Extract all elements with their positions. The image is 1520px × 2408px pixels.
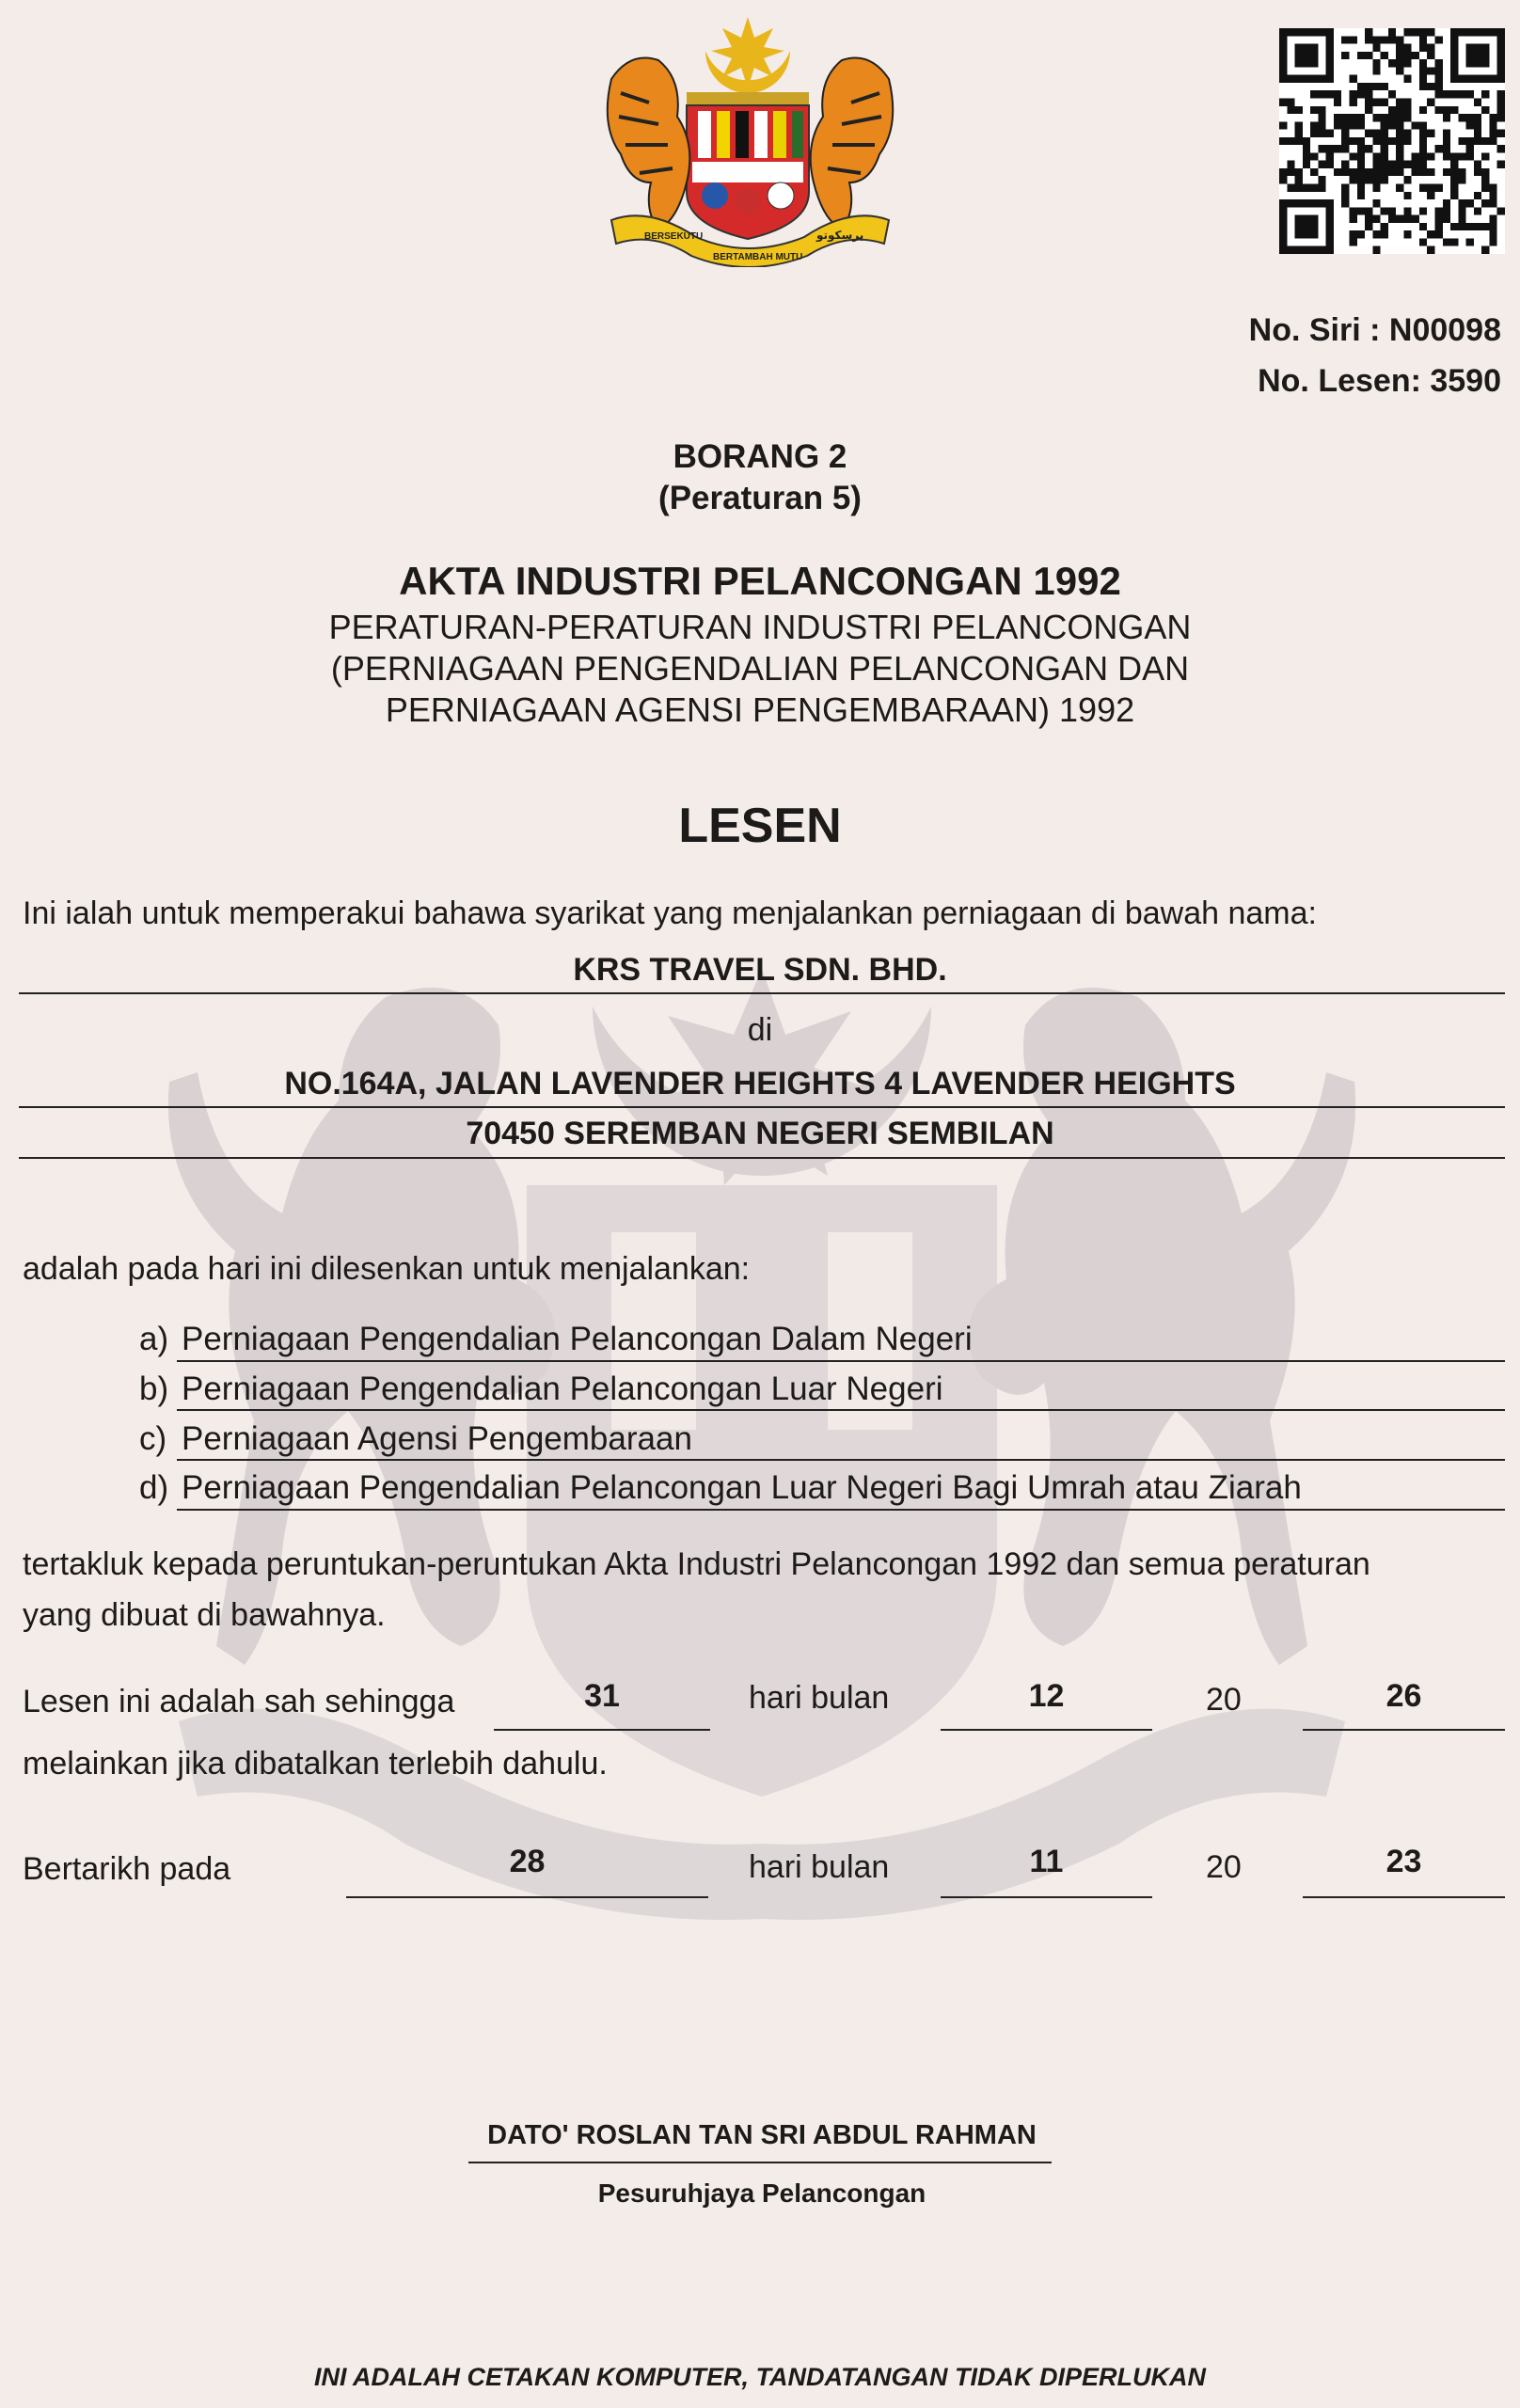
motto-left: BERSEKUTU xyxy=(644,231,704,242)
activity-underline-c xyxy=(177,1459,1505,1461)
serial-number: No. Siri : N00098 xyxy=(1248,312,1501,348)
activity-item-b-letter: b) xyxy=(139,1370,169,1407)
subject-clause-line-2: yang dibuat di bawahnya. xyxy=(23,1597,386,1633)
activity-item-d-letter: d) xyxy=(139,1469,169,1506)
signatory-title: Pesuruhjaya Pelancongan xyxy=(597,2178,926,2208)
validity-day: 31 xyxy=(584,1678,620,1714)
qr-code xyxy=(1279,28,1505,254)
dated-month-underline xyxy=(941,1896,1152,1898)
company-underline xyxy=(19,992,1505,994)
validity-month: 12 xyxy=(1028,1678,1065,1714)
validity-century: 20 xyxy=(1206,1682,1242,1718)
validity-hari-bulan: hari bulan xyxy=(749,1680,890,1716)
motto-right: برسکوتو xyxy=(816,229,864,242)
validity-year: 26 xyxy=(1385,1678,1422,1714)
act-title: AKTA INDUSTRI PELANCONGAN 1992 xyxy=(399,559,1121,603)
coat-of-arms-emblem xyxy=(593,13,908,267)
activity-item-b: Perniagaan Pengendalian Pelancongan Luar Negeri xyxy=(182,1370,943,1407)
dated-year-underline xyxy=(1303,1896,1505,1898)
activity-item-a-letter: a) xyxy=(139,1321,169,1357)
motto-center: BERTAMBAH MUTU xyxy=(713,252,803,262)
dated-hari-bulan: hari bulan xyxy=(749,1849,890,1885)
validity-label: Lesen ini adalah sah sehingga xyxy=(23,1684,455,1719)
validity-day-underline xyxy=(494,1729,710,1731)
location-connector: di xyxy=(747,1012,773,1048)
computer-generated-note: INI ADALAH CETAKAN KOMPUTER, TANDATANGAN TIDAK DIPERLUKAN xyxy=(314,2363,1206,2391)
regulation-reference: (Peraturan 5) xyxy=(658,480,862,516)
signatory-name: DATO' ROSLAN TAN SRI ABDUL RAHMAN xyxy=(487,2120,1037,2150)
activity-underline-b xyxy=(177,1409,1505,1411)
regulations-line-2: (PERNIAGAAN PENGENDALIAN PELANCONGAN DAN xyxy=(330,649,1190,688)
licensed-intro: adalah pada hari ini dilesenkan untuk menjalankan: xyxy=(23,1251,751,1287)
address-underline-2 xyxy=(19,1157,1505,1159)
address-underline-1 xyxy=(19,1106,1505,1108)
dated-month: 11 xyxy=(1029,1844,1064,1879)
subject-clause-line-1: tertakluk kepada peruntukan-peruntukan Akta Industri Pelancongan 1992 dan semua peraturan xyxy=(23,1546,1370,1582)
dated-day-underline xyxy=(346,1896,708,1898)
dated-label: Bertarikh pada xyxy=(23,1851,231,1887)
regulations-line-3: PERNIAGAAN AGENSI PENGEMBARAAN) 1992 xyxy=(385,690,1135,729)
dated-year: 23 xyxy=(1385,1844,1422,1879)
address-line-1: NO.164A, JALAN LAVENDER HEIGHTS 4 LAVENDER HEIGHTS xyxy=(284,1066,1236,1101)
certification-intro: Ini ialah untuk memperakui bahawa syarikat yang menjalankan perniagaan di bawah nama: xyxy=(23,895,1317,931)
validity-unless-clause: melainkan jika dibatalkan terlebih dahulu. xyxy=(23,1746,608,1782)
activity-item-a: Perniagaan Pengendalian Pelancongan Dalam Negeri xyxy=(182,1321,973,1357)
activity-underline-a xyxy=(177,1360,1505,1362)
dated-century: 20 xyxy=(1206,1849,1242,1885)
company-name: KRS TRAVEL SDN. BHD. xyxy=(573,952,947,988)
validity-month-underline xyxy=(941,1729,1152,1731)
activity-item-d: Perniagaan Pengendalian Pelancongan Luar Negeri Bagi Umrah atau Ziarah xyxy=(182,1469,1302,1506)
activity-item-c-letter: c) xyxy=(139,1420,167,1457)
form-number: BORANG 2 xyxy=(673,438,847,475)
regulations-line-1: PERATURAN-PERATURAN INDUSTRI PELANCONGAN xyxy=(328,608,1192,646)
dated-day: 28 xyxy=(509,1844,546,1879)
address-line-2: 70450 SEREMBAN NEGERI SEMBILAN xyxy=(466,1116,1054,1151)
signatory-underline xyxy=(468,2162,1052,2163)
star-crescent-icon xyxy=(705,17,790,93)
license-number: No. Lesen: 3590 xyxy=(1258,363,1501,399)
activity-item-c: Perniagaan Agensi Pengembaraan xyxy=(182,1420,692,1457)
validity-year-underline xyxy=(1303,1729,1505,1731)
document-title: LESEN xyxy=(678,799,842,853)
activity-underline-d xyxy=(177,1509,1505,1511)
